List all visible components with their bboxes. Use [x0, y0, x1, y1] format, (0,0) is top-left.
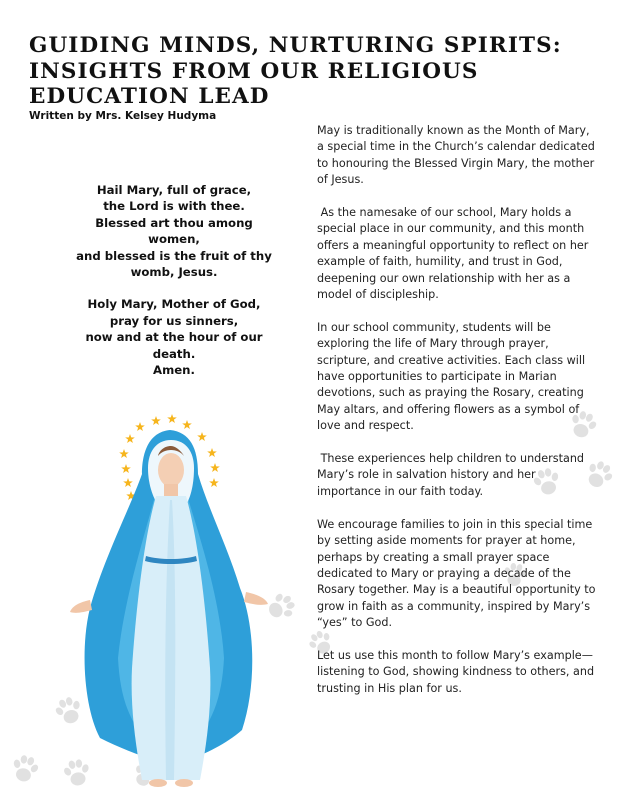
paw-print-icon: [8, 752, 42, 786]
right-hand: [244, 592, 268, 605]
article-paragraph: In our school community, students will be exploring the life of Mary through prayer, scripture, and creative activities. Each class will have opportunities to participate in Marian devotions, such as praying the Rosary, creating May altars, and offering flowers as a symbol of love and respect.: [317, 320, 589, 433]
article-paragraph: We encourage families to join in this special time by setting aside moments for prayer at home, perhaps by creating a small prayer space dedicated to Mary or praying a decade of the Rosary together. May is a beautiful opportunity to grow in faith as a community, inspired by Mary’s “yes” to God.: [317, 517, 600, 630]
article-paragraph: As the namesake of our school, Mary holds a special place in our community, and this month offers a meaningful opportunity to reflect on her example of faith, humility, and trust in God, deepening our own relationship with her as a model of discipleship.: [317, 206, 592, 302]
page-title: GUIDING MINDS, NURTURING SPIRITS: INSIGHTS FROM OUR RELIGIOUS EDUCATION LEAD: [29, 33, 562, 109]
virgin-mary-illustration: [60, 408, 280, 798]
article-paragraph: May is traditionally known as the Month of Mary, a special time in the Church’s calendar dedicated to honouring the Blessed Virgin Mary, the mother of Jesus.: [317, 124, 599, 187]
foot: [175, 779, 193, 787]
author-byline: Written by Mrs. Kelsey Hudyma: [29, 110, 217, 122]
foot: [149, 779, 167, 787]
article-paragraph: Let us use this month to follow Mary’s example—listening to God, showing kindness to others, and trusting in His plan for us.: [317, 648, 598, 695]
prayer-stanza-2: Holy Mary, Mother of God, pray for us sinners, now and at the hour of our death. Amen.: [85, 297, 263, 378]
face: [158, 453, 184, 487]
hail-mary-prayer: [74, 182, 274, 378]
article-paragraph: These experiences help children to understand Mary’s role in salvation history and her importance in our faith today.: [317, 452, 588, 498]
article-body: [317, 123, 600, 714]
left-hand: [70, 600, 92, 613]
prayer-stanza-1: Hail Mary, full of grace, the Lord is with thee. Blessed art thou among women, and blessed is the fruit of thy womb, Jesus.: [76, 183, 272, 280]
